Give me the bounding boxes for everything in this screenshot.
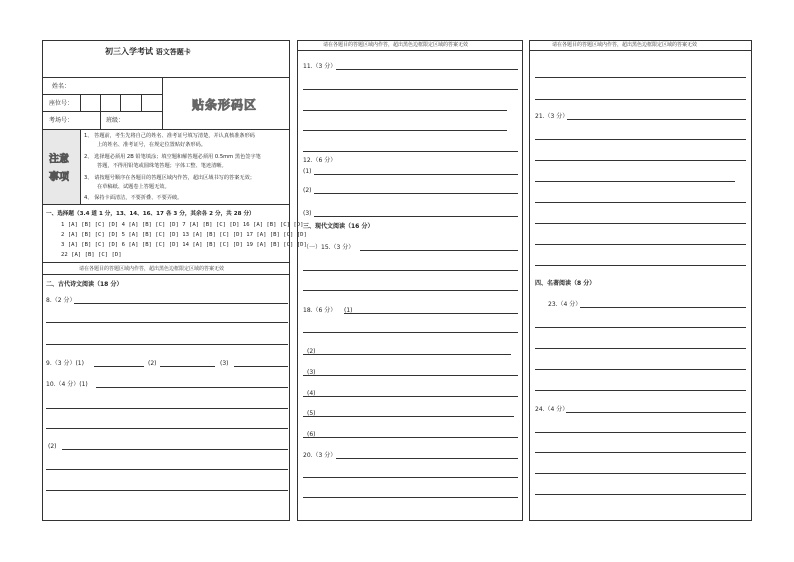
q20-line-1	[336, 458, 518, 459]
middle-column-border	[297, 40, 523, 521]
choice-row-4[interactable]: 22 [A] [B] [C] [D]	[61, 252, 122, 258]
q10-line-3	[46, 428, 288, 429]
class-label: 班级：	[106, 117, 125, 124]
q12-line-3	[314, 216, 518, 217]
info-cell-divider-c	[120, 94, 121, 111]
q8-line-2	[46, 322, 288, 323]
q9-part2: (2)	[148, 360, 157, 367]
name-label: 姓名：	[52, 83, 71, 90]
q23-line-5	[535, 390, 746, 391]
notice-divider	[80, 129, 81, 205]
q21-line-6	[535, 223, 746, 224]
q10-line-1	[96, 387, 288, 388]
q11-line-1	[336, 69, 518, 70]
q24-line-4	[535, 473, 746, 474]
q9-line-3	[234, 366, 288, 367]
q24-line-1	[566, 412, 746, 413]
q24-line-2	[535, 432, 746, 433]
q21-line-7	[535, 244, 746, 245]
notice-line-2: 上的姓名、准考证号，在规定位置贴好条形码。	[97, 142, 206, 148]
q8-line-1	[74, 303, 288, 304]
q18-line-1b	[303, 332, 518, 333]
info-row-line-2	[42, 111, 162, 112]
q12-line-1	[314, 174, 518, 175]
q18-line-3	[303, 375, 518, 376]
choice-row-3[interactable]: 3 [A] [B] [C] [D] 6 [A] [B] [C] [D] 14 [A] [B] [C] [D] 19 [A] [B] [C] [D]	[61, 242, 307, 248]
q18-part3: (3)	[307, 369, 316, 376]
section4-title: 四、名著阅读（8 分）	[535, 280, 596, 287]
q15-line-3	[303, 290, 518, 291]
q10-part2: (2)	[48, 443, 57, 450]
q20-cont-line-1	[535, 77, 746, 78]
q11-line-5	[303, 151, 518, 152]
q10-line-4	[62, 449, 288, 450]
q21-label: 21.（3 分）	[535, 113, 569, 120]
q10-line-2	[46, 408, 288, 409]
section1-bottom-line	[42, 262, 290, 263]
q9-part3: (3)	[220, 360, 229, 367]
notice-label-1: 注意	[49, 154, 69, 165]
section2-title: 二、古代诗文阅读（18 分）	[46, 281, 123, 288]
warning-line-col1	[42, 274, 290, 275]
notice-line-7: 4、 保持卡面清洁，不要折叠、不要弄破。	[84, 195, 183, 201]
section1-title: 一、选择题（3.4 道 1 分，13、14、16、17 各 3 分，其余各 2 分，共 28 分）	[46, 211, 255, 217]
q24-label: 24.（4 分）	[535, 406, 569, 413]
q18-part5: (5)	[307, 410, 316, 417]
notice-label-bg	[43, 130, 80, 204]
exam-no-label: 考场号：	[49, 117, 74, 124]
q10-line-5	[46, 469, 288, 470]
info-cell-divider-d	[141, 94, 142, 111]
warning-col2: 请在各题目的答题区域内作答，超出黑色边框限定区域的答案无效	[323, 42, 469, 48]
q23-line-1	[580, 307, 746, 308]
notice-line-1: 1、 答题前，考生先将自己的姓名、准考证号填写清楚，并认真核准条形码	[84, 133, 255, 139]
choice-row-1[interactable]: 1 [A] [B] [C] [D] 4 [A] [B] [C] [D] 7 [A] [B] [C] [D] 16 [A] [B] [C] [D]	[61, 222, 304, 228]
q18-part1: (1)	[344, 307, 353, 314]
q11-line-2	[303, 89, 518, 90]
title-main: 初三入学考试	[105, 47, 153, 56]
q23-line-2	[535, 327, 746, 328]
warning-line-col2	[297, 50, 523, 51]
notice-line-4: 答题，不得用铅笔或圆珠笔答题；字体工整、笔迹清晰。	[97, 163, 227, 169]
warning-col3: 请在各题目的答题区域内作答，超出黑色边框限定区域的答案无效	[552, 42, 698, 48]
q8-label: 8.（2 分）	[46, 297, 76, 304]
info-cell-divider-e	[100, 111, 101, 129]
page-title	[105, 47, 191, 57]
q18-part4: (4)	[307, 390, 316, 397]
q8-line-3	[46, 344, 288, 345]
q12-line-2	[314, 193, 518, 194]
notice-line-5: 3、 请按题号顺序在各题目的答题区域内作答，超出区域书写的答案无效；	[84, 175, 255, 181]
notice-label-2: 事项	[49, 172, 69, 183]
q9-line-2	[160, 366, 215, 367]
info-cell-divider-b	[100, 94, 101, 111]
q18-part2: (2)	[307, 348, 316, 355]
warning-col1: 请在各题目的答题区域内作答，超出黑色边框限定区域的答案无效	[79, 266, 225, 272]
choice-row-2[interactable]: 2 [A] [B] [C] [D] 5 [A] [B] [C] [D] 13 [A] [B] [C] [D] 17 [A] [B] [C] [D]	[61, 232, 307, 238]
warning-line-col3	[529, 50, 752, 51]
q11-line-4	[303, 130, 507, 131]
q12-label: 12.（6 分）	[303, 157, 337, 164]
info-divider	[162, 77, 163, 129]
q18-line-5	[303, 416, 514, 417]
q21-line-3	[535, 160, 746, 161]
q20-line-3	[303, 497, 518, 498]
barcode-area: 贴条形码区	[192, 98, 258, 112]
q20-label: 20.（3 分）	[303, 452, 337, 459]
q10-line-6	[46, 490, 288, 491]
q15-line-1	[360, 250, 518, 251]
q15-line-2	[303, 270, 518, 271]
title-sub: 语文答题卡	[155, 48, 191, 56]
q9-line-1	[94, 366, 144, 367]
q12-part1: (1)	[303, 168, 312, 175]
q21-line-5	[535, 202, 746, 203]
seat-label: 座位号：	[49, 100, 74, 107]
notice-line-3: 2、 选择题必须用 2B 铅笔填涂；填空题和解答题必须用 0.5mm 黑色签字笔	[84, 154, 261, 160]
q18-label: 18.（6 分）	[303, 307, 337, 314]
q18-line-4	[303, 396, 518, 397]
section3-title: 三、现代文阅读（16 分）	[303, 223, 374, 230]
q12-part2: (2)	[303, 187, 312, 194]
q18-line-2	[303, 354, 511, 355]
q11-line-3	[303, 110, 507, 111]
q20-cont-line-2	[535, 99, 746, 100]
q21-line-2	[535, 139, 746, 140]
q24-line-3	[535, 452, 746, 453]
q18-line-1	[344, 313, 518, 314]
sub1-label: （一）15.（3 分）	[303, 244, 355, 251]
info-row-line-1	[42, 94, 162, 95]
q18-line-6	[303, 437, 518, 438]
q11-label: 11.（3 分）	[303, 63, 337, 70]
q23-line-3	[535, 348, 746, 349]
info-cell-divider-a	[80, 94, 81, 111]
q12-part3: (3)	[303, 210, 312, 217]
q20-line-2	[303, 477, 518, 478]
q21-line-8	[535, 265, 746, 266]
q23-label: 23.（4 分）	[548, 301, 582, 308]
q9-label: 9.（3 分）(1)	[46, 360, 84, 367]
q21-line-1	[567, 119, 746, 120]
q18-part6: (6)	[307, 431, 316, 438]
notice-line-6: 在草稿纸、试题卷上答题无效。	[97, 184, 170, 190]
q23-line-4	[535, 369, 746, 370]
q24-line-5	[535, 494, 746, 495]
q21-line-4	[535, 181, 735, 182]
q10-label: 10.（4 分）(1)	[46, 381, 88, 388]
